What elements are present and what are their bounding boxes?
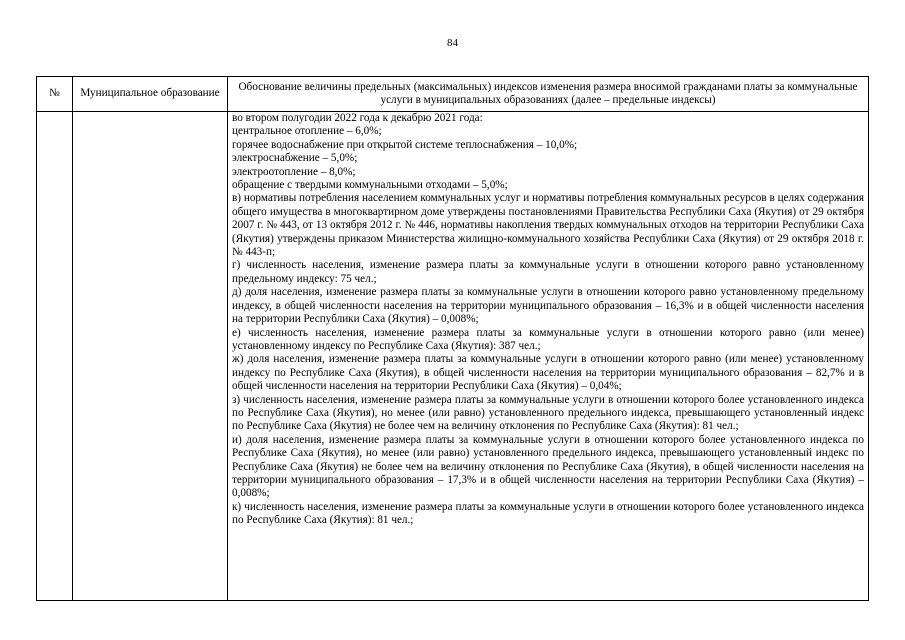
paragraph: г) численность населения, изменение размера платы за коммунальные услуги в отношении которого равно установленному предельному индексу: 75 чел.; (232, 259, 864, 285)
cell-num (37, 112, 73, 601)
paragraph: электроснабжение – 5,0%; (232, 152, 358, 165)
paragraph: центральное отопление – 6,0%; (232, 125, 382, 138)
paragraph: з) численность населения, изменение размера платы за коммунальные услуги в отношении которого более установленного индекса по Республике Саха (Якутия), но менее (или равно) установленного предельного индекса, превышающего установленный индекс по Республике Саха (Якутия) не более чем на величину отклонения по Республике Саха (Якутия): 81 чел.; (232, 393, 864, 433)
paragraph: электроотопление – 8,0%; (232, 165, 356, 178)
cell-justification (228, 112, 869, 601)
header-justification: Обоснование величины предельных (максимальных) индексов изменения размера вносимой гражданами платы за коммунальные услуги в муниципальных образованиях (далее – предельные индексы) (228, 77, 869, 112)
paragraph: к) численность населения, изменение размера платы за коммунальные услуги в отношении которого более установленного индекса по Республике Саха (Якутия): 81 чел.; (232, 500, 864, 527)
page-number: 84 (447, 37, 458, 49)
header-num: № (37, 77, 73, 112)
paragraph: обращение с твердыми коммунальными отходами – 5,0%; (232, 179, 508, 192)
paragraph: горячее водоснабжение при открытой системе теплоснабжения – 10,0%; (232, 138, 578, 151)
paragraph: ж) доля населения, изменение размера платы за коммунальные услуги в отношении которого равно (или менее) установленному индексу по Республике Саха (Якутия), в общей численности населения на территории муниципального образования – 82,7% и в общей численности населения на территории Республики Саха (Якутия) – 0,04%; (232, 353, 864, 393)
paragraph: во втором полугодии 2022 года к декабрю 2021 года: (232, 112, 483, 124)
paragraph: и) доля населения, изменение размера платы за коммунальные услуги в отношении которого более установленного индекса по Республике Саха (Якутия), но менее (или равно) установленного предельного индекса, превышающего установленный индекс по Республике Саха (Якутия) не более чем на величину отклонения по Республике Саха (Якутия), в общей численности населения на территории муниципального образования – 17,3% и в общей численности населения на территории Республики Саха (Якутия) – 0,008%; (232, 433, 864, 500)
paragraph: д) доля населения, изменение размера платы за коммунальные услуги в отношении которого равно установленному предельному индексу, в общей численности населения на территории муниципального образования – 16,3% и в общей численности населения на территории Республики Саха (Якутия) – 0,008%; (232, 286, 864, 326)
table-header-row (37, 77, 869, 112)
paragraph: е) численность населения, изменение размера платы за коммунальные услуги в отношении которого равно (или менее) установленному индексу по Республике Саха (Якутия): 387 чел.; (232, 326, 864, 352)
cell-municipality (73, 112, 228, 601)
header-municipality: Муниципальное образование (73, 77, 228, 112)
justification-table (36, 76, 869, 601)
table-row (37, 112, 869, 601)
paragraph: в) нормативы потребления населением коммунальных услуг и нормативы потребления коммунальных ресурсов в целях содержания общего имущества в многоквартирном доме утверждены постановлениями Правительства Республики Саха (Якутия) от 29 октября 2007 г. № 443, от 13 октября 2012 г. № 446, нормативы накопления твердых коммунальных отходов на территории Республики Саха (Якутия) утверждены приказом Министерства жилищно-коммунального хозяйства Республики Саха (Якутия) от 29 октября 2018 г. № 443-п; (232, 192, 864, 259)
